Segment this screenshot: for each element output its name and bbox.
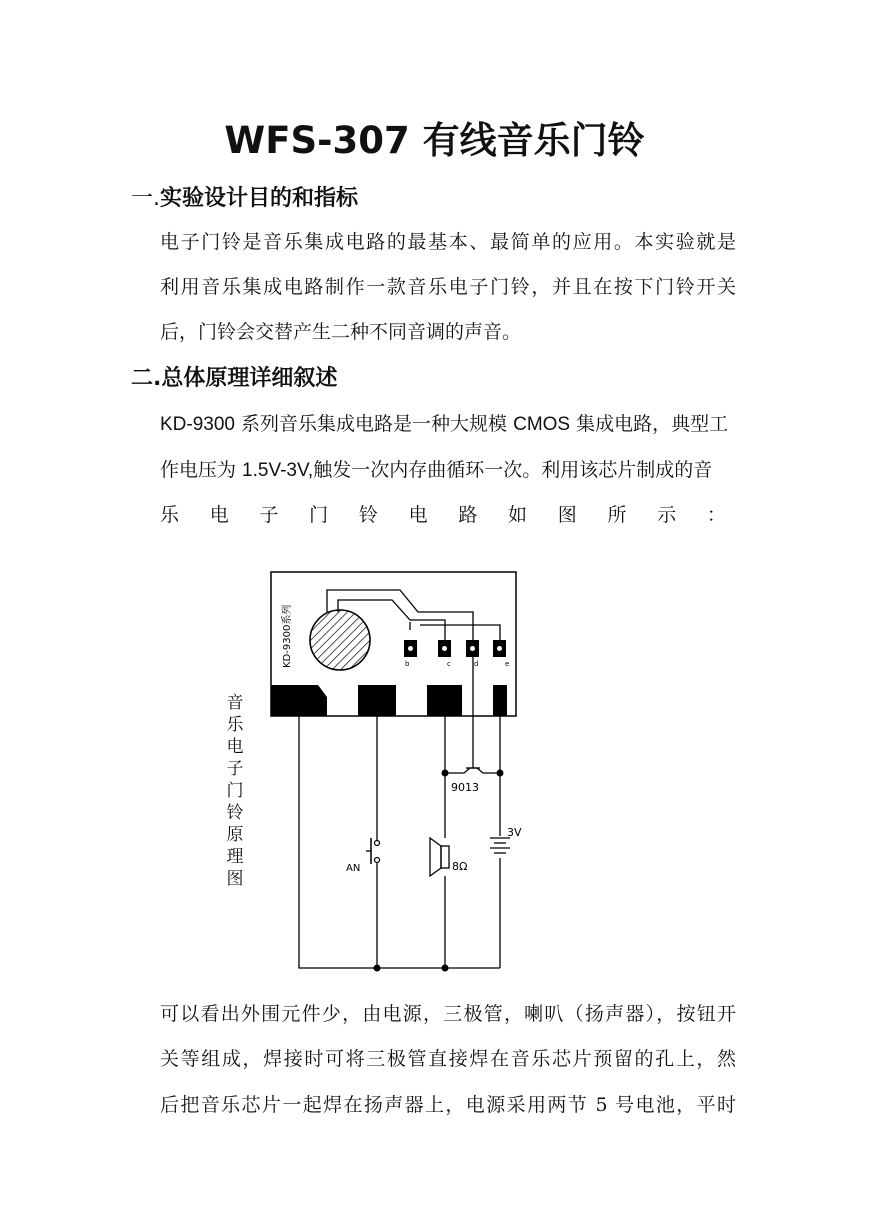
text-run: 作电压为 bbox=[160, 459, 243, 481]
text-run: 触发一次内存曲循环一次。利用该芯片制成的音 bbox=[313, 459, 713, 481]
paragraph-line: 关等组成，焊接时可将三极管直接焊在音乐芯片预留的孔上，然 bbox=[160, 1048, 736, 1070]
paragraph-line: 后，门铃会交替产生二种不同音调的声音。 bbox=[160, 321, 522, 343]
chip-label: KD-9300系列 bbox=[282, 604, 293, 668]
label-char: 原 bbox=[226, 825, 244, 845]
section-title: 总体原理详细叙述 bbox=[161, 366, 338, 391]
section-heading-1 bbox=[131, 184, 358, 214]
spread-char: 铃 bbox=[358, 504, 378, 526]
text-run: 1.5V-3V, bbox=[242, 460, 314, 481]
label-char: 子 bbox=[226, 759, 244, 779]
section-heading-2 bbox=[131, 364, 337, 394]
paragraph-line bbox=[160, 455, 736, 486]
spread-char: 如 bbox=[508, 504, 528, 526]
spread-char: 电 bbox=[209, 504, 229, 526]
text-run: 集成电路，典型工 bbox=[570, 413, 729, 435]
pin-label: c bbox=[447, 660, 451, 668]
label-char: 音 bbox=[226, 693, 244, 713]
spread-char: 门 bbox=[309, 504, 329, 526]
document-title: WFS-307 有线音乐门铃 bbox=[224, 119, 645, 162]
label-char: 电 bbox=[226, 737, 244, 757]
pin-label: b bbox=[405, 660, 410, 668]
transistor-label: 9013 bbox=[451, 781, 479, 794]
spread-char: 路 bbox=[458, 504, 478, 526]
speaker-symbol bbox=[430, 838, 449, 876]
paragraph-line bbox=[160, 409, 736, 440]
spread-char: 子 bbox=[259, 504, 279, 526]
paragraph-line: 利用音乐集成电路制作一款音乐电子门铃，并且在按下门铃开关 bbox=[160, 276, 736, 298]
paragraph-line: 后把音乐芯片一起焊在扬声器上，电源采用两节 5 号电池，平时 bbox=[160, 1094, 736, 1116]
spread-char: 示 bbox=[657, 504, 677, 526]
spread-char: 图 bbox=[557, 504, 577, 526]
text-run: KD-9300 bbox=[160, 414, 235, 435]
label-char: 图 bbox=[226, 869, 244, 889]
paragraph-line: 电子门铃是音乐集成电路的最基本、最简单的应用。本实验就是 bbox=[160, 231, 736, 253]
spread-char: 电 bbox=[408, 504, 428, 526]
spread-char: 乐 bbox=[160, 504, 180, 526]
push-button-symbol bbox=[366, 838, 380, 864]
label-char: 乐 bbox=[226, 715, 244, 735]
spread-paragraph-line bbox=[160, 500, 726, 530]
pin-label: e bbox=[505, 660, 510, 668]
spread-char: 所 bbox=[607, 504, 627, 526]
button-label: AN bbox=[346, 863, 361, 874]
battery-label: 3V bbox=[507, 826, 522, 839]
label-char: 铃 bbox=[226, 803, 244, 823]
section-number: 一. bbox=[131, 186, 160, 211]
label-char: 门 bbox=[226, 781, 244, 801]
pin-label: d bbox=[474, 660, 479, 668]
section-title: 实验设计目的和指标 bbox=[160, 186, 359, 211]
circuit-diagram bbox=[210, 560, 530, 980]
speaker-label: 8Ω bbox=[452, 860, 468, 873]
spread-char: ： bbox=[706, 504, 726, 526]
chip-blob bbox=[310, 610, 370, 670]
text-run: 系列音乐集成电路是一种大规模 bbox=[235, 413, 514, 435]
battery-symbol bbox=[490, 838, 510, 853]
text-run: CMOS bbox=[513, 414, 571, 435]
section-number: 二. bbox=[131, 366, 162, 391]
label-char: 理 bbox=[226, 847, 244, 867]
paragraph-line: 可以看出外围元件少，由电源，三极管，喇叭（扬声器），按钮开 bbox=[160, 1003, 736, 1025]
